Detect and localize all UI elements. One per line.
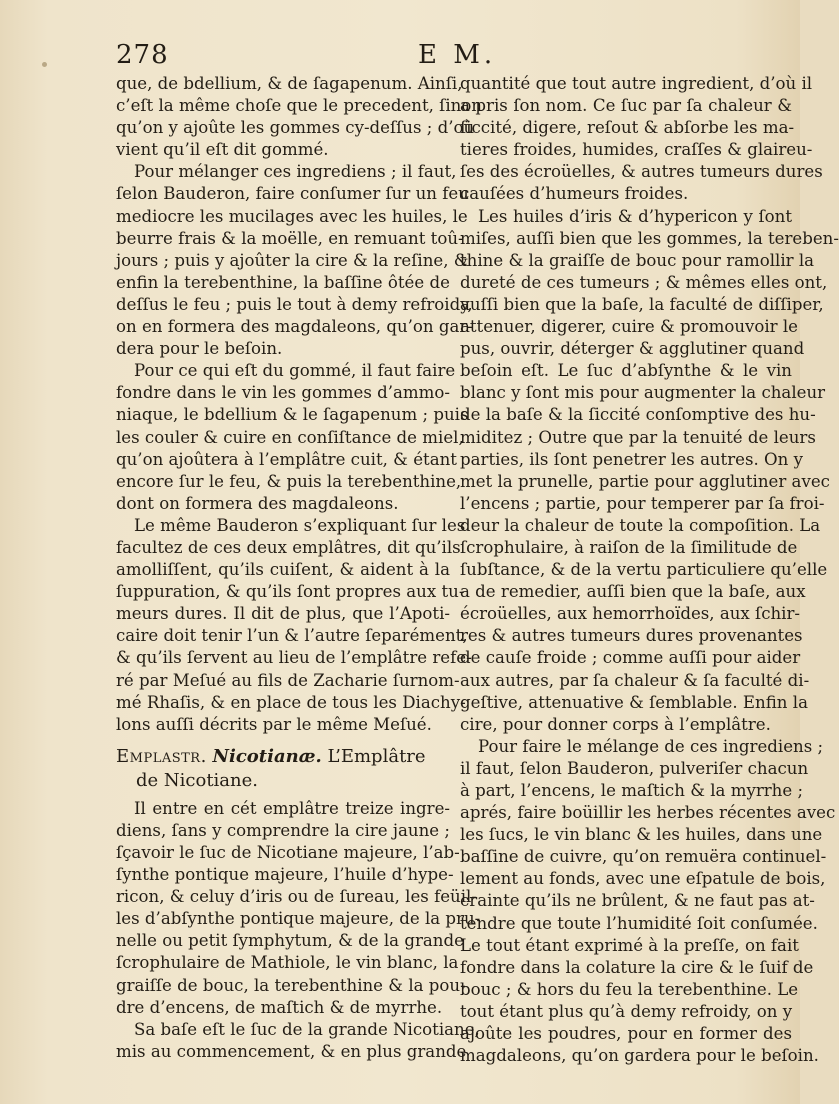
paragraph: [460, 73, 823, 206]
text-line: meurs dures. Il dit de plus, que l’Apoti-: [116, 604, 450, 624]
text-line: graiſſe de bouc, la terebenthine & la pou-: [116, 975, 466, 995]
text-line: vient qu’il eſt dit gommé.: [116, 140, 329, 160]
text-line: tieres froides, humides, craſſes & glaireu-: [460, 140, 813, 160]
text-line: parties, ils ſont penetrer les autres. On y: [460, 449, 803, 469]
paragraph: [460, 206, 839, 736]
text-line: ſçavoir le ſuc de Nicotiane majeure, l’ab-: [116, 843, 460, 862]
text-line: attenuer, digerer, cuire & promouvoir le: [460, 317, 799, 337]
paragraph: [116, 515, 472, 736]
text-line: lement au fonds, avec une eſpatule de bois,: [460, 869, 826, 889]
text-line: auſſi bien que la baſe, la faculté de diſſiper,: [460, 294, 824, 314]
text-line: beſoin eſt. Le ſuc d’abſynthe & le vin: [460, 361, 792, 381]
heading-rest: L’Emplâtre: [327, 745, 426, 767]
text-line: ſcrophulaire de Mathiole, le vin blanc, la: [116, 953, 459, 973]
text-line: tendre que toute l’humidité ſoit conſumée.: [460, 913, 818, 933]
margin-mark: [42, 62, 47, 67]
text-line: Le tout étant exprimé à la preſſe, on fait: [460, 935, 799, 955]
text-line: c’eſt la même choſe que le precedent, ſinon: [116, 96, 482, 116]
text-line: ſubſtance, & de la vertu particuliere qu’elle: [460, 560, 828, 580]
text-line: Les huiles d’iris & d’hypericon y ſont: [478, 206, 792, 226]
text-line: deur la chaleur de toute la compoſition. La: [460, 515, 821, 535]
text-line: ricon, & celuy d’iris ou de ſureau, les feüil-: [116, 887, 477, 907]
right-column: [460, 73, 839, 1067]
heading-lead: Emplastr.: [116, 745, 207, 767]
text-line: geſtive, attenuative & ſemblable. Enfin la: [460, 692, 808, 712]
text-line: Sa baſe eſt le ſuc de la grande Nicotiane,: [134, 1019, 480, 1039]
text-line: tout étant plus qu’à demy refroidy, on y: [460, 1001, 793, 1021]
heading-line: [116, 746, 450, 770]
text-line: deſſus le feu ; puis le tout à demy refroidy,: [116, 294, 473, 314]
running-head: E M.: [418, 40, 497, 70]
text-line: beurre frais & la moëlle, en remuant toû-: [116, 228, 464, 248]
text-line: dera pour le beſoin.: [116, 339, 283, 359]
heading-line-2: de Nicotiane.: [136, 769, 259, 791]
text-line: nelle ou petit ſymphytum, & de la grande: [116, 931, 464, 951]
text-line: fondre dans la colature la cire & le ſuif de: [460, 957, 814, 977]
text-line: crainte qu’ils ne brûlent, & ne faut pas at-: [460, 891, 815, 911]
text-line: miditez ; Outre que par la tenuité de leurs: [460, 427, 816, 447]
text-line: encore ſur le feu, & puis la terebenthine,: [116, 471, 462, 491]
text-line: qu’on ajoûtera à l’emplâtre cuit, & étant: [116, 449, 457, 469]
text-line: mis au commencement, & en plus grande: [116, 1041, 467, 1061]
text-line: aux autres, par ſa chaleur & ſa faculté di-: [460, 670, 810, 690]
text-line: les ſucs, le vin blanc & les huiles, dans une: [460, 825, 823, 845]
text-line: & qu’ils ſervent au lieu de l’emplâtre refe-: [116, 648, 472, 668]
heading-name: Nicotianæ.: [212, 745, 322, 767]
text-line: l’encens ; partie, pour temperer par ſa froi-: [460, 493, 825, 513]
text-line: met la prunelle, partie pour agglutiner avec: [460, 471, 830, 491]
text-line: aprés, faire boüillir les herbes récentes avec: [460, 803, 836, 823]
text-line: Pour faire le mélange de ces ingrediens ;: [478, 736, 824, 756]
text-line: diens, ſans y comprendre la cire jaune ;: [116, 820, 450, 840]
text-line: dre d’encens, de maſtich & de myrrhe.: [116, 997, 443, 1017]
text-line: facultez de ces deux emplâtres, dit qu’ils: [116, 537, 461, 557]
text-line: magdaleons, qu’on gardera pour le beſoin.: [460, 1046, 819, 1066]
left-column: [116, 73, 482, 1063]
text-line: les couler & cuire en conſiſtance de miel,: [116, 427, 464, 447]
text-line: jours ; puis y ajoûter la cire & la reſine, &: [116, 250, 469, 270]
text-line: Il entre en cét emplâtre treize ingre-: [134, 798, 450, 818]
paragraph: [116, 798, 481, 1019]
text-line: thine & la graiſſe de bouc pour ramollir la: [460, 250, 815, 270]
text-line: fondre dans le vin les gommes d’ammo-: [116, 383, 450, 403]
text-line: ſcrophulaire, à raiſon de la ſimilitude de: [460, 537, 798, 557]
text-line: mé Rhaſis, & en place de tous les Diachy-: [116, 692, 466, 712]
text-line: blanc y ſont mis pour augmenter la chaleur: [460, 383, 826, 403]
text-line: a de remedier, auſſi bien que la baſe, aux: [460, 582, 806, 602]
text-line: baſſine de cuivre, qu’on remuëra continuel-: [460, 847, 827, 867]
text-line: lons auſſi décrits par le même Meſué.: [116, 714, 432, 734]
paragraph: [116, 360, 469, 515]
text-line: Pour mélanger ces ingrediens ; il faut,: [134, 162, 457, 182]
text-line: cire, pour donner corps à l’emplâtre.: [460, 714, 771, 734]
text-line: ſynthe pontique majeure, l’huile d’hype-: [116, 865, 454, 885]
page-number: 278: [116, 40, 169, 70]
text-line: ſes des écroüelles, & autres tumeurs dures: [460, 162, 823, 182]
paragraph: [460, 736, 836, 1067]
text-line: niaque, le bdellium & le ſagapenum ; puis: [116, 405, 469, 425]
text-line: ré par Meſué au fils de Zacharie ſurnom-: [116, 670, 460, 690]
spacer: [116, 736, 450, 746]
text-line: à part, l’encens, le maſtich & la myrrhe ;: [460, 781, 804, 800]
text-line: res & autres tumeurs dures provenantes: [460, 626, 803, 646]
text-line: a pris ſon nom. Ce ſuc par ſa chaleur &: [460, 96, 792, 116]
text-line: pus, ouvrir, déterger & agglutiner quand: [460, 339, 805, 359]
text-line: miſes, auſſi bien que les gommes, la tereben-: [460, 228, 839, 248]
text-line: il faut, ſelon Bauderon, pulveriſer chacun: [460, 758, 809, 778]
text-line: que, de bdellium, & de ſagapenum. Ainſi,: [116, 74, 463, 93]
paragraph: [116, 73, 482, 161]
text-line: dureté de ces tumeurs ; & mêmes elles ont,: [460, 272, 828, 292]
text-line: écroüelles, aux hemorrhoïdes, aux ſchir-: [460, 604, 801, 624]
text-line: de cauſe froide ; comme auſſi pour aider: [460, 648, 801, 668]
text-line: ſiccité, digere, reſout & abſorbe les ma-: [460, 118, 795, 138]
text-line: bouc ; & hors du feu la terebenthine. Le: [460, 979, 799, 999]
text-line: ajoûte les poudres, pour en former des: [460, 1024, 792, 1044]
paragraph: [116, 1019, 480, 1063]
text-line: cauſées d’humeurs froides.: [460, 184, 689, 204]
text-line: Pour ce qui eſt du gommé, il faut faire: [134, 361, 456, 381]
text-line: de la baſe & la ſiccité conſomptive des hu-: [460, 405, 816, 425]
text-line: on en formera des magdaleons, qu’on gar-: [116, 317, 473, 337]
text-line: caire doit tenir l’un & l’autre ſeparément,: [116, 626, 468, 646]
text-line: enfin la terebenthine, la baſſine ôtée de: [116, 272, 450, 292]
text-line: ſelon Bauderon, faire conſumer ſur un feu: [116, 184, 469, 204]
text-line: quantité que tout autre ingredient, d’où il: [460, 74, 813, 93]
text-line: qu’on y ajoûte les gommes cy-deſſus ; d’où: [116, 118, 475, 138]
section-heading: [116, 746, 450, 794]
text-line: mediocre les mucilages avec les huiles, le: [116, 206, 468, 226]
paragraph: [116, 161, 473, 360]
text-line: Le même Bauderon s’expliquant ſur les: [134, 515, 466, 535]
text-line: dont on formera des magdaleons.: [116, 493, 399, 513]
text-line: ſuppuration, & qu’ils ſont propres aux tu-: [116, 582, 465, 602]
text-line: amolliſſent, qu’ils cuiſent, & aident à la: [116, 560, 450, 580]
text-line: les d’abſynthe pontique majeure, de la pru-: [116, 909, 481, 929]
